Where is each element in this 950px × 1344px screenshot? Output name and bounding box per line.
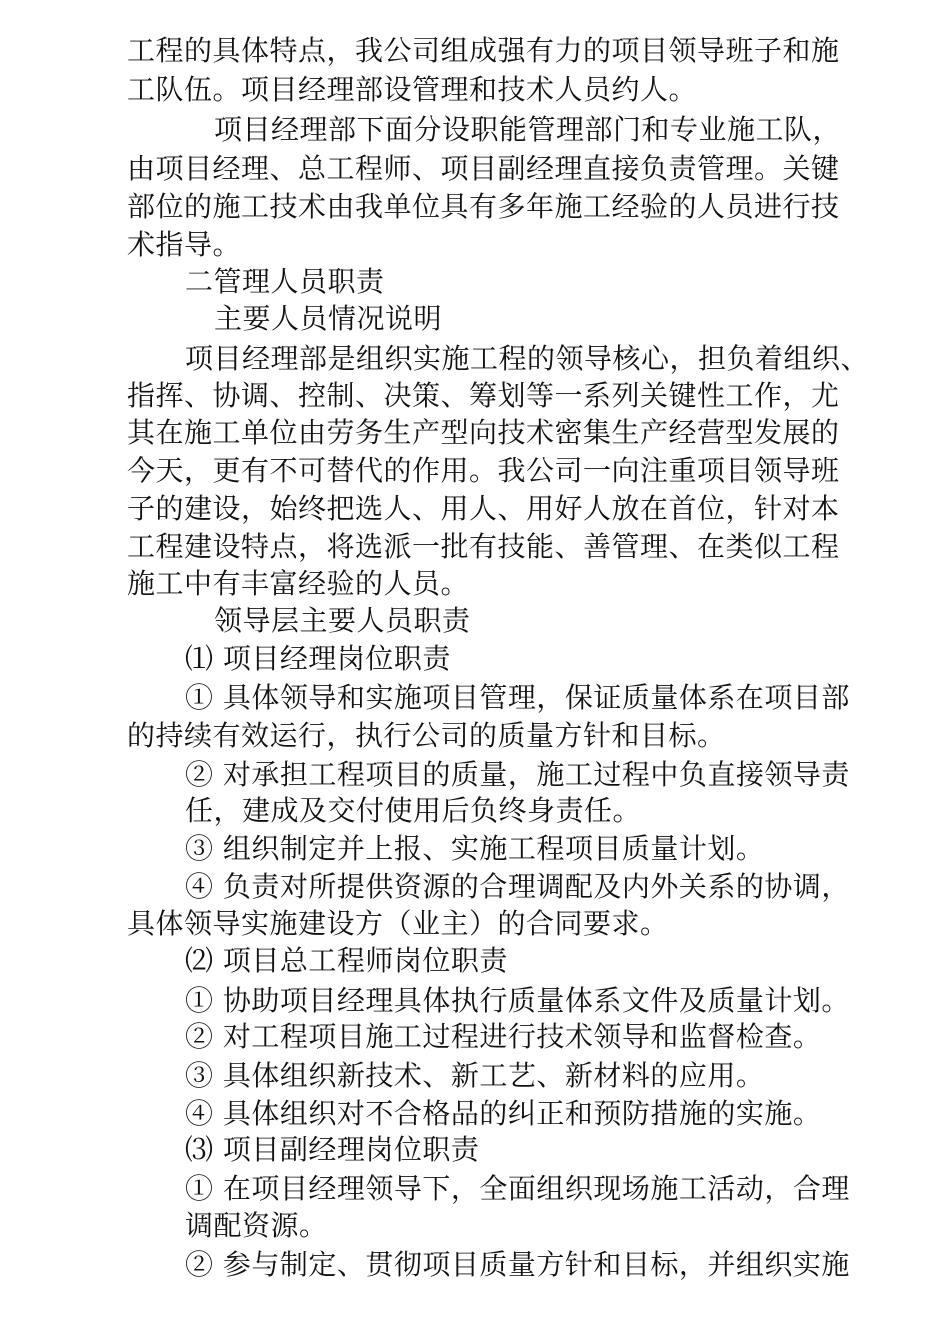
- text-line: ① 具体领导和实施项目管理，保证质量体系在项目部: [185, 681, 850, 714]
- text-line: 具体领导实施建设方（业主）的合同要求。: [127, 907, 669, 940]
- text-line: ④ 具体组织对不合格品的纠正和预防措施的实施。: [185, 1097, 822, 1130]
- section-heading: 二管理人员职责: [185, 265, 385, 298]
- text-line: ③ 组织制定并上报、实施工程项目质量计划。: [185, 832, 765, 865]
- item-heading: ⑴ 项目经理岗位职责: [185, 642, 451, 675]
- item-heading: ⑵ 项目总工程师岗位职责: [185, 944, 508, 977]
- subsection-heading: 领导层主要人员职责: [214, 604, 471, 637]
- text-line: 指挥、协调、控制、决策、筹划等一系列关键性工作，尤: [127, 379, 840, 412]
- text-line: 任，建成及交付使用后负终身责任。: [185, 794, 642, 827]
- text-line: ② 参与制定、贯彻项目质量方针和目标，并组织实施: [185, 1248, 850, 1281]
- text-line: ④ 负责对所提供资源的合理调配及内外关系的协调，: [185, 870, 850, 903]
- text-line: ② 对工程项目施工过程进行技术领导和监督检查。: [185, 1020, 822, 1053]
- text-line: 术指导。: [127, 228, 242, 261]
- subsection-heading: 主要人员情况说明: [214, 302, 443, 335]
- text-line: 项目经理部是组织实施工程的领导核心，担负着组织、: [185, 342, 870, 375]
- text-line: ③ 具体组织新技术、新工艺、新材料的应用。: [185, 1059, 765, 1092]
- text-line: ① 在项目经理领导下，全面组织现场施工活动，合理: [185, 1172, 850, 1205]
- text-line: 的持续有效运行，执行公司的质量方针和目标。: [127, 719, 726, 752]
- text-line: 项目经理部下面分设职能管理部门和专业施工队，: [214, 113, 842, 146]
- text-line: ② 对承担工程项目的质量，施工过程中负直接领导责: [185, 758, 850, 791]
- text-line: 工程的具体特点，我公司组成强有力的项目领导班子和施: [127, 34, 840, 67]
- text-line: 施工中有丰富经验的人员。: [127, 567, 470, 600]
- text-line: 部位的施工技术由我单位具有多年施工经验的人员进行技: [127, 190, 840, 223]
- text-line: 今天，更有不可替代的作用。我公司一向注重项目领导班: [127, 454, 840, 487]
- text-line: 其在施工单位由劳务生产型向技术密集生产经营型发展的: [127, 416, 840, 449]
- text-line: 工程建设特点，将选派一批有技能、善管理、在类似工程: [127, 530, 840, 563]
- text-line: 工队伍。项目经理部设管理和技术人员约人。: [127, 73, 698, 106]
- text-line: ① 协助项目经理具体执行质量体系文件及质量计划。: [185, 984, 850, 1017]
- item-heading: ⑶ 项目副经理岗位职责: [185, 1133, 480, 1166]
- text-line: 子的建设，始终把选人、用人、用好人放在首位，针对本: [127, 492, 840, 525]
- text-line: 调配资源。: [185, 1209, 328, 1242]
- text-line: 由项目经理、总工程师、项目副经理直接负责管理。关键: [127, 152, 840, 185]
